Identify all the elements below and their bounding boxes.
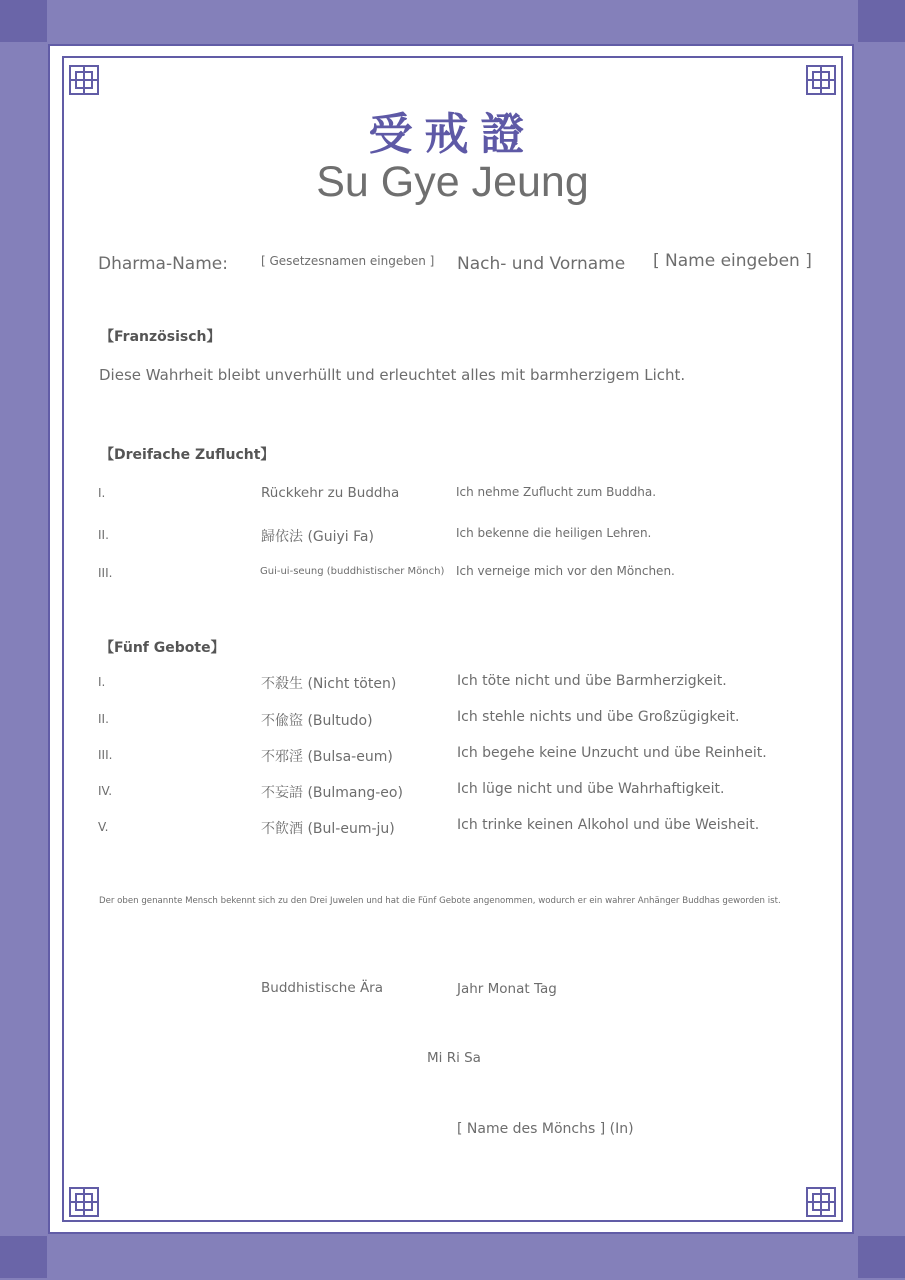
refuge-meaning: Ich verneige mich vor den Mönchen. [456,564,675,578]
precept-term: 不偸盜 (Bultudo) [261,713,373,729]
precept-term: 不殺生 (Nicht töten) [261,676,397,692]
refuge-term: 歸依法 (Guiyi Fa) [261,529,374,545]
precept-meaning: Ich begehe keine Unzucht und übe Reinheit. [457,745,767,761]
refuge-number: III. [98,566,113,580]
section-heading-language: 【Französisch】 [100,329,221,345]
section-heading-refuge: 【Dreifache Zuflucht】 [100,447,275,463]
precept-number: IV. [98,784,113,798]
dharma-name-label: Dharma-Name: [98,254,228,274]
declaration-text: Der oben genannte Mensch bekennt sich zu den Drei Juwelen und hat die Fünf Gebote angenommen, wodurch er ein wahrer Anhänger Buddhas geworden ist. [99,896,781,906]
corner-square [858,0,905,42]
full-name-label: Nach- und Vorname [457,254,626,274]
refuge-number: II. [98,528,109,542]
refuge-meaning: Ich nehme Zuflucht zum Buddha. [456,485,657,499]
era-label: Buddhistische Ära [261,980,384,996]
monk-name-field[interactable]: [ Name des Mönchs ] (In) [457,1121,634,1137]
corner-square [858,1236,905,1278]
precept-number: I. [98,675,106,689]
verse-text: Diese Wahrheit bleibt unverhüllt und erleuchtet alles mit barmherzigem Licht. [99,366,686,384]
full-name-field[interactable]: [ Name eingeben ] [653,251,812,271]
top-band [0,0,905,44]
precept-term: 不妄語 (Bulmang-eo) [261,785,403,801]
precept-number: V. [98,820,109,834]
precept-term: 不邪淫 (Bulsa-eum) [261,749,393,765]
dharma-name-field[interactable]: [ Gesetzesnamen eingeben ] [261,254,435,268]
refuge-number: I. [98,486,106,500]
precept-meaning: Ich töte nicht und übe Barmherzigkeit. [457,673,727,689]
bottom-band [0,1234,905,1280]
page-title: Su Gye Jeung [316,158,589,206]
date-label: Jahr Monat Tag [457,981,557,997]
title-hanzi: 受戒證 [368,109,537,160]
corner-knot-icon [68,64,100,96]
precept-meaning: Ich trinke keinen Alkohol und übe Weisheit. [457,817,760,833]
precept-term: 不飮酒 (Bul-eum-ju) [261,821,395,837]
refuge-term: Rückkehr zu Buddha [261,485,400,501]
precept-number: II. [98,712,109,726]
corner-square [0,0,47,42]
refuge-meaning: Ich bekenne die heiligen Lehren. [456,526,652,540]
corner-knot-icon [805,64,837,96]
precept-meaning: Ich lüge nicht und übe Wahrhaftigkeit. [457,781,725,797]
corner-knot-icon [68,1186,100,1218]
corner-square [0,1236,47,1278]
corner-knot-icon [805,1186,837,1218]
precept-meaning: Ich stehle nichts und übe Großzügigkeit. [457,709,740,725]
temple-name: Mi Ri Sa [427,1050,481,1066]
precept-number: III. [98,748,113,762]
section-heading-precepts: 【Fünf Gebote】 [100,640,225,656]
refuge-term: Gui-ui-seung (buddhistischer Mönch) [260,566,445,577]
